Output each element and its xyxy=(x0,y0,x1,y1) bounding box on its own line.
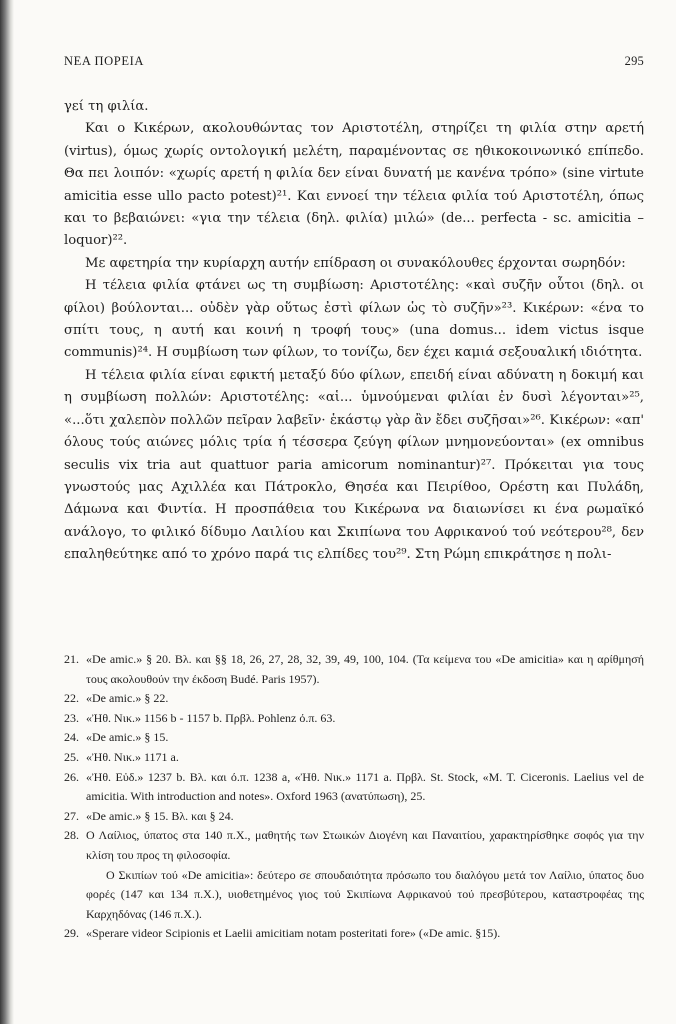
footnote-text: «Ἠθ. Εὐδ.» 1237 b. Βλ. και ό.π. 1238 a, «Ἠθ. Νικ.» 1171 a. Πρβλ. St. Stock, «M. T. Ciceronis. Laelius vel de amicitia. With introduction and notes». Oxford 1963 (ανατύπωση), 25. xyxy=(86,769,644,804)
paragraph: Η τέλεια φιλία είναι εφικτή μεταξύ δύο φίλων, επειδή είναι αδύνατη η δοκιμή και η συμβίωση πολλών: Αριστοτέλης: «αἱ... ὑμνούμεναι φιλίαι ἐν δυσὶ λέγονται»²⁵, «...ὅτι χαλεπὸν πολλῶν πεῖραν λαβεῖν· ἑκάστῳ γὰρ ἂν ἔδει συζῆσαι»²⁶. Κικέρων: «απ' όλους τούς αιώνες μόλις τρία ή τέσσερα ζεύγη φίλων μνημονεύονται» (ex omnibus seculis vix tria aut quattuor paria amicorum nominantur)²⁷. Πρόκειται για τους γνωστούς μας Αχιλλέα και Πάτροκλο, Θησέα και Πειρίθοο, Ορέστη και Πυλάδη, Δάμωνα και Φιντία. Η προσπάθεια του Κικέρωνα να διαιωνίσει κι ένα ρωμαϊκό ανάλογο, το φιλικό δίδυμο Λαιλίου και Σκιπίωνα του Αφρικανού τού νεότερου²⁸, δεν επαληθεύτηκε από το χρόνο παρά τις ελπίδες του²⁹. Στη Ρώμη επικράτησε η πολι- xyxy=(64,367,644,563)
footnote-continuation: Ο Σκιπίων τού «De amicitia»: δεύτερο σε σπουδαιότητα πρόσωπο του διαλόγου μετά τον Λαίλιο, ύπατος δυο φορές (147 και 134 π.Χ.), υιοθετημένος γιος τού Σκιπίωνα Αφρικανού τού πρεσβύτερου, καταστροφέας της Καρχηδόνας (146 π.Χ.). xyxy=(86,867,644,921)
footnote xyxy=(64,650,644,689)
footnote xyxy=(64,689,644,709)
body-text xyxy=(64,96,644,567)
footnote-text: «De amic.» § 22. xyxy=(86,691,169,706)
footnote xyxy=(64,924,644,944)
footnote-text: «De amic.» § 20. Βλ. και §§ 18, 26, 27, 28, 32, 39, 49, 100, 104. (Τα κείμενα του «De amicitia» και η αρίθμησή τους ακολουθούν την έκδοση Budé. Paris 1957). xyxy=(86,652,644,686)
footnote-number: 22. xyxy=(64,691,79,706)
footnote-text: «De amic.» § 15. xyxy=(86,730,169,745)
paragraph: γεί τη φιλία. xyxy=(64,99,149,114)
page-number: 295 xyxy=(624,54,644,68)
footnote-number: 23. xyxy=(64,710,79,725)
footnote xyxy=(64,768,644,807)
footnote-text: Ο Λαίλιος, ύπατος στα 140 π.Χ., μαθητής των Στωικών Διογένη και Παναιτίου, χαρακτηρίσθηκε σοφός για την κλίση του προς τη φιλοσοφία. xyxy=(86,828,644,862)
footnotes xyxy=(64,650,644,944)
footnote-number: 28. xyxy=(64,828,79,843)
footnote-number: 29. xyxy=(64,926,79,941)
page-header xyxy=(64,54,644,69)
footnote xyxy=(64,709,644,729)
paragraph: Η τέλεια φιλία φτάνει ως τη συμβίωση: Αριστοτέλης: «καὶ συζῆν οὗτοι (δηλ. οι φίλοι) βούλονται... οὐδὲν γὰρ οὕτως ἐστὶ φίλων ὡς τὸ συζῆν»²³. Κικέρων: «ένα το σπίτι τους, η αυτή και κοινή η τροφή τους» (una domus... idem victus isque communis)²⁴. Η συμβίωση των φίλων, το τονίζω, δεν έχει καμιά σεξουαλική ιδιότητα. xyxy=(64,278,644,361)
footnote xyxy=(64,807,644,827)
footnote-number: 25. xyxy=(64,749,79,764)
footnote xyxy=(64,748,644,768)
footnote-number: 24. xyxy=(64,730,79,745)
footnote-number: 27. xyxy=(64,808,79,823)
footnote-text: «Ἠθ. Νικ.» 1156 b - 1157 b. Πρβλ. Pohlenz ό.π. 63. xyxy=(86,710,336,725)
footnote xyxy=(64,826,644,865)
footnote-text: «De amic.» § 15. Βλ. και § 24. xyxy=(86,808,234,823)
paragraph: Και ο Κικέρων, ακολουθώντας τον Αριστοτέλη, στηρίζει τη φιλία στην αρετή (virtus), όμως χωρίς οντολογική μελέτη, παραμένοντας σε ηθικοκοινωνικό επίπεδο. Θα πει λοιπόν: «χωρίς αρετή η φιλία δεν είναι δυνατή με κανένα τρόπο» (sine virtute amicitia esse ullo pacto potest)²¹. Και εννοεί την τέλεια φιλία τού Αριστοτέλη, όπως και το βεβαιώνει: «για την τέλεια (δηλ. φιλία) μιλώ» (de... perfecta - sc. amicitia – loquor)²². xyxy=(64,121,644,249)
footnote-text: «Sperare videor Scipionis et Laelii amicitiam notam posteritati fore» («De amic. §15). xyxy=(86,926,501,941)
running-title: ΝΕΑ ΠΟΡΕΙΑ xyxy=(64,54,144,68)
footnote-number: 21. xyxy=(64,652,79,666)
paragraph: Με αφετηρία την κυρίαρχη αυτήν επίδραση οι συνακόλουθες έρχονται σωρηδόν: xyxy=(85,255,626,271)
footnote-text: «Ἠθ. Νικ.» 1171 a. xyxy=(86,749,179,764)
footnote xyxy=(64,728,644,748)
footnote-number: 26. xyxy=(64,769,79,784)
page-binding-shadow xyxy=(0,0,14,1024)
